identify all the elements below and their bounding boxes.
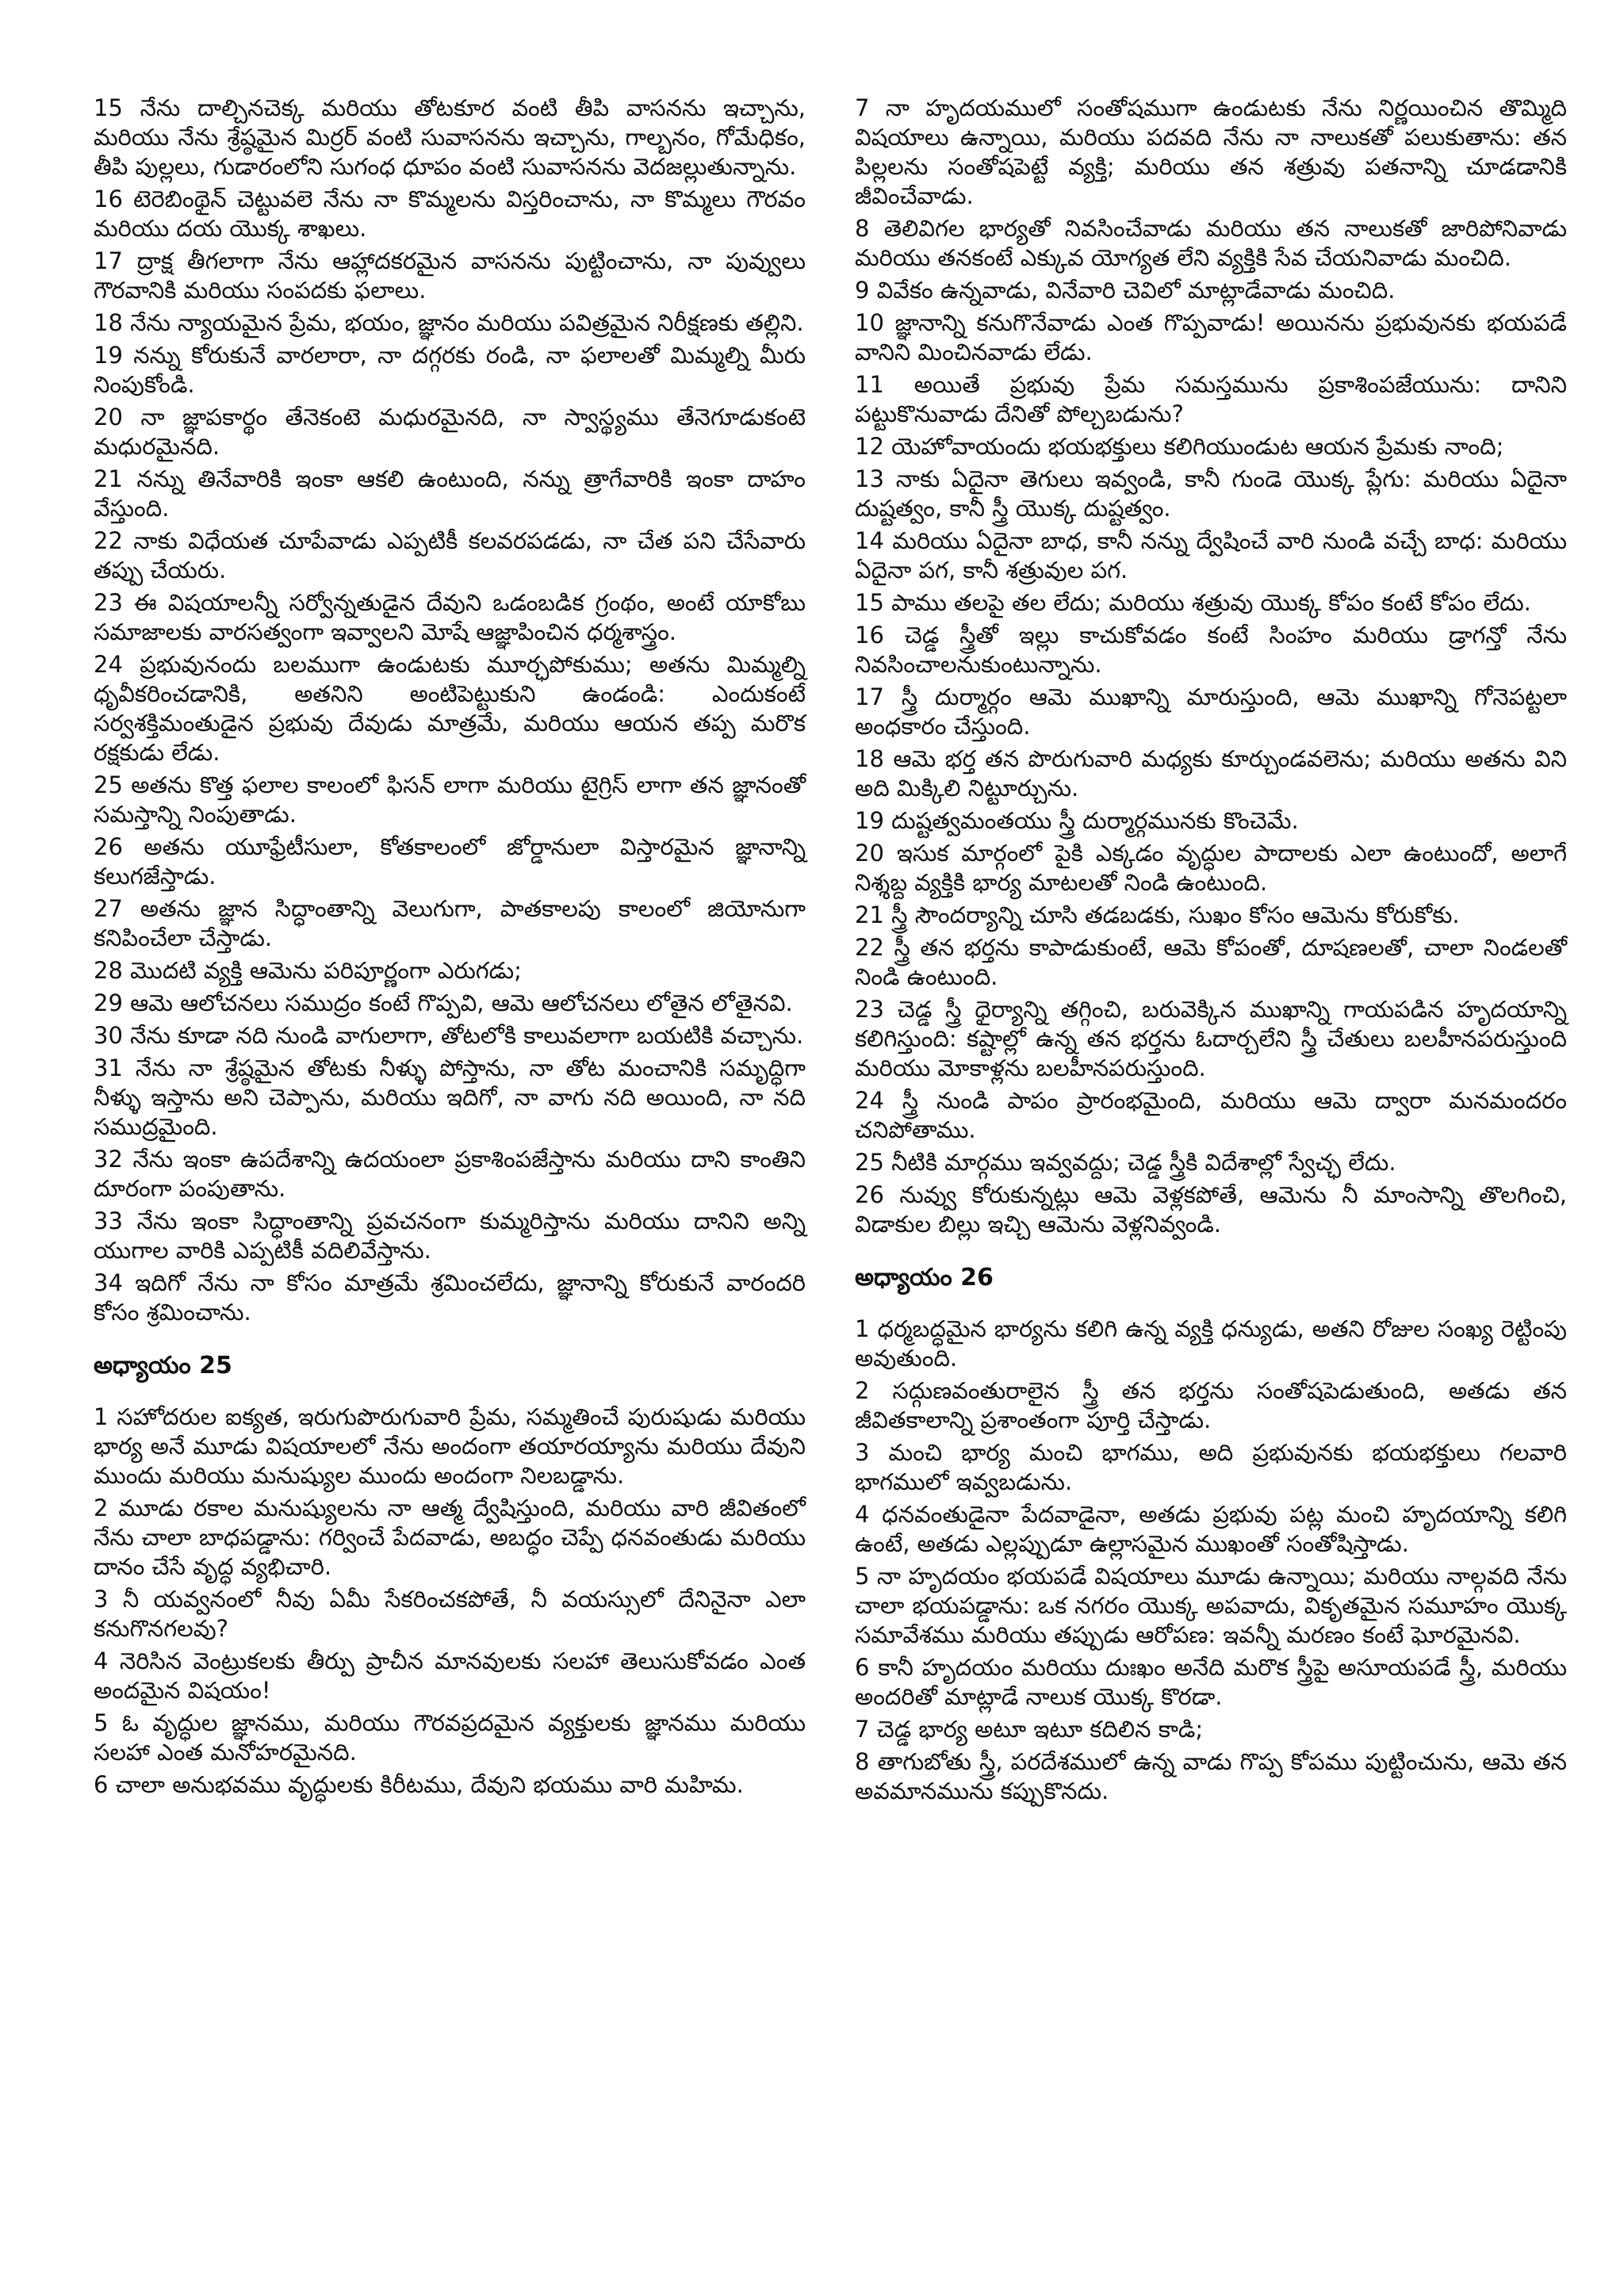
verse: 23 ఈ విషయాలన్నీ సర్వోన్నతుడైన దేవుని ఒడంబడిక గ్రంథం, అంటే యాకోబు సమాజాలకు వారసత్వంగా ఇవ్వాలని మోషే ఆజ్ఞాపించిన ధర్మశాస్త్రం. (94, 589, 806, 645)
verse: 30 నేను కూడా నది నుండి వాగులాగా, తోటలోకి కాలువలాగా బయటికి వచ్చాను. (94, 1022, 804, 1049)
verse: 25 నీటికి మార్గము ఇవ్వవద్దు; చెడ్డ స్త్రీకి విదేశాల్లో స్వేచ్ఛ లేదు. (855, 1149, 1396, 1176)
verse: 21 నన్ను తినేవారికి ఇంకా ఆకలి ఉంటుంది, నన్ను త్రాగేవారికి ఇంకా దాహం వేస్తుంది. (94, 465, 806, 522)
verse: 3 నీ యవ్వనంలో నీవు ఏమీ సేకరించకపోతే, నీ వయస్సులో దేనినైనా ఎలా కనుగొనగలవు? (94, 1586, 806, 1642)
verse: 19 దుష్టత్వమంతయు స్త్రీ దుర్మార్గమునకు కొంచెమే. (855, 807, 1299, 834)
verse: 6 కానీ హృదయం మరియు దుఃఖం అనేది మరొక స్త్రీపై అసూయపడే స్త్రీ, మరియు అందరితో మాట్లాడే నాలుక యొక్క కొరడా. (855, 1654, 1567, 1710)
verse: 8 తాగుబోతు స్త్రీ, పరదేశములో ఉన్న వాడు గొప్ప కోపము పుట్టించును, ఆమె తన అవమానమును కప్పుకొనదు. (855, 1748, 1567, 1804)
verse: 14 మరియు ఏదైనా బాధ, కానీ నన్ను ద్వేషించే వారి నుండి వచ్చే బాధ: మరియు ఏదైనా పగ, కానీ శత్రువుల పగ. (855, 527, 1567, 584)
verse: 4 నెరిసిన వెంట్రుకలకు తీర్పు ప్రాచీన మానవులకు సలహా తెలుసుకోవడం ఎంత అందమైన విషయం! (94, 1647, 806, 1704)
verse: 16 టెరెబింథైన్ చెట్టువలె నేను నా కొమ్మలను విస్తరించాను, నా కొమ్మలు గౌరవం మరియు దయ యొక్క శాఖలు. (94, 186, 806, 242)
verse: 15 పాము తలపై తల లేదు; మరియు శత్రువు యొక్క కోపం కంటే కోపం లేదు. (855, 589, 1531, 616)
verse: 18 నేను న్యాయమైన ప్రేమ, భయం, జ్ఞానం మరియు పవిత్రమైన నిరీక్షణకు తల్లిని. (94, 309, 804, 336)
verse: 23 చెడ్డ స్త్రీ ధైర్యాన్ని తగ్గించి, బరువెక్కిన ముఖాన్ని గాయపడిన హృదయాన్ని కలిగిస్తుంది: కష్టాల్లో ఉన్న తన భర్తను ఓదార్చలేని స్త్రీ చేతులు బలహీనపరుస్తుంది మరియు మోకాళ్లను బలహీనపరుస్తుంది. (855, 996, 1567, 1081)
verse: 28 మొదటి వ్యక్తి ఆమెను పరిపూర్ణంగా ఎరుగడు; (94, 957, 522, 984)
verse-list-ch25-cont (855, 94, 1567, 1239)
verse: 8 తెలివిగల భార్యతో నివసించేవాడు మరియు తన నాలుకతో జారిపోనివాడు మరియు తనకంటే ఎక్కువ యోగ్యత లేని వ్యక్తికి సేవ చేయనివాడు మంచిది. (855, 215, 1567, 271)
verse: 5 నా హృదయం భయపడే విషయాలు మూడు ఉన్నాయి; మరియు నాల్గవది నేను చాలా భయపడ్డాను: ఒక నగరం యొక్క అపవాదు, వికృతమైన సమూహం యొక్క సమావేశము మరియు తప్పుడు ఆరోపణ: ఇవన్నీ మరణం కంటే ఘోరమైనవి. (855, 1563, 1567, 1648)
verse: 34 ఇదిగో నేను నా కోసం మాత్రమే శ్రమించలేదు, జ్ఞానాన్ని కోరుకునే వారందరి కోసం శ్రమించాను. (94, 1269, 806, 1326)
verse: 5 ఓ వృద్ధుల జ్ఞానము, మరియు గౌరవప్రదమైన వ్యక్తులకు జ్ఞానము మరియు సలహా ఎంత మనోహరమైనది. (94, 1709, 806, 1766)
chapter-heading: అధ్యాయం 25 (94, 1352, 232, 1380)
verse: 20 ఇసుక మార్గంలో పైకి ఎక్కడం వృద్ధుల పాదాలకు ఎలా ఉంటుందో, అలాగే నిశ్శబ్ద వ్యక్తికి భార్య మాటలతో నిండి ఉంటుంది. (855, 840, 1567, 896)
left-column (94, 94, 806, 1803)
verse: 6 చాలా అనుభవము వృద్ధులకు కిరీటము, దేవుని భయము వారి మహిమ. (94, 1771, 744, 1798)
verse: 4 ధనవంతుడైనా పేదవాడైనా, అతడు ప్రభువు పట్ల మంచి హృదయాన్ని కలిగి ఉంటే, అతడు ఎల్లప్పుడూ ఉల్లాసమైన ముఖంతో సంతోషిస్తాడు. (855, 1501, 1567, 1557)
right-column (855, 94, 1567, 1809)
verse: 29 ఆమె ఆలోచనలు సముద్రం కంటే గొప్పవి, ఆమె ఆలోచనలు లోతైన లోతైనవి. (94, 989, 793, 1016)
verse-list-ch26 (855, 1314, 1567, 1806)
verse: 32 నేను ఇంకా ఉపదేశాన్ని ఉదయంలా ప్రకాశింపజేస్తాను మరియు దాని కాంతిని దూరంగా పంపుతాను. (94, 1146, 806, 1202)
verse: 22 స్త్రీ తన భర్తను కాపాడుకుంటే, ఆమె కోపంతో, దూషణలతో, చాలా నిండలతో నిండి ఉంటుంది. (855, 934, 1567, 990)
verse: 25 అతను కొత్త ఫలాల కాలంలో ఫిసన్ లాగా మరియు టైగ్రిస్ లాగా తన జ్ఞానంతో సమస్తాన్ని నింపుతాడు. (94, 771, 806, 828)
verse: 16 చెడ్డ స్త్రీతో ఇల్లు కాచుకోవడం కంటే సింహం మరియు డ్రాగన్తో నేను నివసించాలనుకుంటున్నాను. (855, 622, 1567, 678)
verse-list-ch25 (94, 1402, 806, 1800)
verse: 31 నేను నా శ్రేష్ఠమైన తోటకు నీళ్ళు పోస్తాను, నా తోట మంచానికి సమృద్ధిగా నీళ్ళు ఇస్తాను అని చెప్పాను, మరియు ఇదిగో, నా వాగు నది అయింది, నా నది సముద్రమైంది. (94, 1054, 806, 1140)
verse: 22 నాకు విధేయత చూపేవాడు ఎప్పటికీ కలవరపడడు, నా చేత పని చేసేవారు తప్పు చేయరు. (94, 527, 806, 584)
verse: 11 అయితే ప్రభువు ప్రేమ సమస్తమును ప్రకాశింపజేయును: దానిని పట్టుకొనువాడు దేనితో పోల్చబడును? (855, 371, 1567, 427)
verse: 2 మూడు రకాల మనుష్యులను నా ఆత్మ ద్వేషిస్తుంది, మరియు వారి జీవితంలో నేను చాలా బాధపడ్డాను: గర్వించే పేదవాడు, అబద్ధం చెప్పే ధనవంతుడు మరియు దానం చేసే వృద్ధ వ్యభిచారి. (94, 1494, 806, 1580)
verse: 18 ఆమె భర్త తన పొరుగువారి మధ్యకు కూర్చుండవలెను; మరియు అతను విని అది మిక్కిలి నిట్టూర్చును. (855, 745, 1567, 802)
verse: 20 నా జ్ఞాపకార్థం తేనెకంటె మధురమైనది, నా స్వాస్థ్యము తేనెగూడుకంటె మధురమైనది. (94, 404, 806, 460)
verse: 9 వివేకం ఉన్నవాడు, వినేవారి చెవిలో మాట్లాడేవాడు మంచిది. (855, 277, 1396, 304)
verse: 2 సద్గుణవంతురాలైన స్త్రీ తన భర్తను సంతోషపెడుతుంది, అతడు తన జీవితకాలాన్ని ప్రశాంతంగా పూర్తి చేస్తాడు. (855, 1377, 1567, 1433)
verse: 12 యెహోవాయందు భయభక్తులు కలిగియుండుట ఆయన ప్రేమకు నాంది; (855, 433, 1504, 460)
verse: 1 ధర్మబద్ధమైన భార్యను కలిగి ఉన్న వ్యక్తి ధన్యుడు, అతని రోజుల సంఖ్య రెట్టింపు అవుతుంది. (855, 1315, 1567, 1372)
verse: 26 అతను యూఫ్రేటీసులా, కోతకాలంలో జోర్డానులా విస్తారమైన జ్ఞానాన్ని కలుగజేస్తాడు. (94, 833, 806, 890)
verse: 15 నేను దాల్చినచెక్క మరియు తోటకూర వంటి తీపి వాసనను ఇచ్చాను, మరియు నేను శ్రేష్ఠమైన మిర్రర్ వంటి సువాసనను ఇచ్చాను, గాల్బనం, గోమేధికం, తీపి పుల్లలు, గుడారంలోని సుగంధ ధూపం వంటి సువాసనను వెదజల్లుతున్నాను. (94, 94, 806, 180)
verse: 17 స్త్రీ దుర్మార్గం ఆమె ముఖాన్ని మారుస్తుంది, ఆమె ముఖాన్ని గోనెపట్టలా అంధకారం చేస్తుంది. (855, 683, 1567, 740)
chapter-heading: అధ్యాయం 26 (855, 1264, 994, 1292)
verse: 19 నన్ను కోరుకునే వారలారా, నా దగ్గరకు రండి, నా ఫలాలతో మిమ్మల్ని మీరు నింపుకోండి. (94, 342, 806, 398)
verse: 24 స్త్రీ నుండి పాపం ప్రారంభమైంది, మరియు ఆమె ద్వారా మనమందరం చనిపోతాము. (855, 1087, 1567, 1143)
verse: 33 నేను ఇంకా సిద్ధాంతాన్ని ప్రవచనంగా కుమ్మరిస్తాను మరియు దానిని అన్ని యుగాల వారికి ఎప్పటికీ వదిలివేస్తాను. (94, 1207, 806, 1264)
verse: 7 చెడ్డ భార్య అటూ ఇటూ కదిలిన కాడి; (855, 1716, 1204, 1743)
verse: 27 అతను జ్ఞాన సిద్ధాంతాన్ని వెలుగుగా, పాతకాలపు కాలంలో జియోనుగా కనిపించేలా చేస్తాడు. (94, 895, 806, 951)
verse: 21 స్త్రీ సౌందర్యాన్ని చూసి తడబడకు, సుఖం కోసం ఆమెను కోరుకోకు. (855, 901, 1460, 928)
page (94, 94, 1567, 2250)
verse: 3 మంచి భార్య మంచి భాగము, అది ప్రభువునకు భయభక్తులు గలవారి భాగములో ఇవ్వబడును. (855, 1439, 1567, 1495)
verse: 10 జ్ఞానాన్ని కనుగొనేవాడు ఎంత గొప్పవాడు! అయినను ప్రభువునకు భయపడే వానిని మించినవాడు లేడు. (855, 309, 1567, 365)
verse-list-ch24-end (94, 94, 806, 1327)
verse: 26 నువ్వు కోరుకున్నట్లు ఆమె వెళ్లకపోతే, ఆమెను నీ మాంసాన్ని తొలగించి, విడాకుల బిల్లు ఇచ్చి ఆమెను వెళ్లనివ్వండి. (855, 1181, 1567, 1238)
verse: 7 నా హృదయములో సంతోషముగా ఉండుటకు నేను నిర్ణయించిన తొమ్మిది విషయాలు ఉన్నాయి, మరియు పదవది నేను నా నాలుకతో పలుకుతాను: తన పిల్లలను సంతోషపెట్టే వ్యక్తి; మరియు తన శత్రువు పతనాన్ని చూడడానికి జీవించేవాడు. (855, 94, 1567, 209)
verse: 17 ద్రాక్ష తీగలాగా నేను ఆహ్లాదకరమైన వాసనను పుట్టించాను, నా పువ్వులు గౌరవానికి మరియు సంపదకు ఫలాలు. (94, 247, 806, 304)
verse: 24 ప్రభువునందు బలముగా ఉండుటకు మూర్ఛపోకుము; అతను మిమ్మల్ని ధృవీకరించడానికి, అతనిని అంటిపెట్టుకుని ఉండండి: ఎందుకంటే సర్వశక్తిమంతుడైన ప్రభువు దేవుడు మాత్రమే, మరియు ఆయన తప్ప మరొక రక్షకుడు లేడు. (94, 651, 806, 766)
verse: 1 సహోదరుల ఐక్యత, ఇరుగుపొరుగువారి ప్రేమ, సమ్మతించే పురుషుడు మరియు భార్య అనే మూడు విషయాలలో నేను అందంగా తయారయ్యాను మరియు దేవుని ముందు మరియు మనుష్యుల ముందు అందంగా నిలబడ్డాను. (94, 1403, 806, 1489)
verse: 13 నాకు ఏదైనా తెగులు ఇవ్వండి, కానీ గుండె యొక్క ప్లేగు: మరియు ఏదైనా దుష్టత్వం, కానీ స్త్రీ యొక్క దుష్టత్వం. (855, 465, 1567, 522)
